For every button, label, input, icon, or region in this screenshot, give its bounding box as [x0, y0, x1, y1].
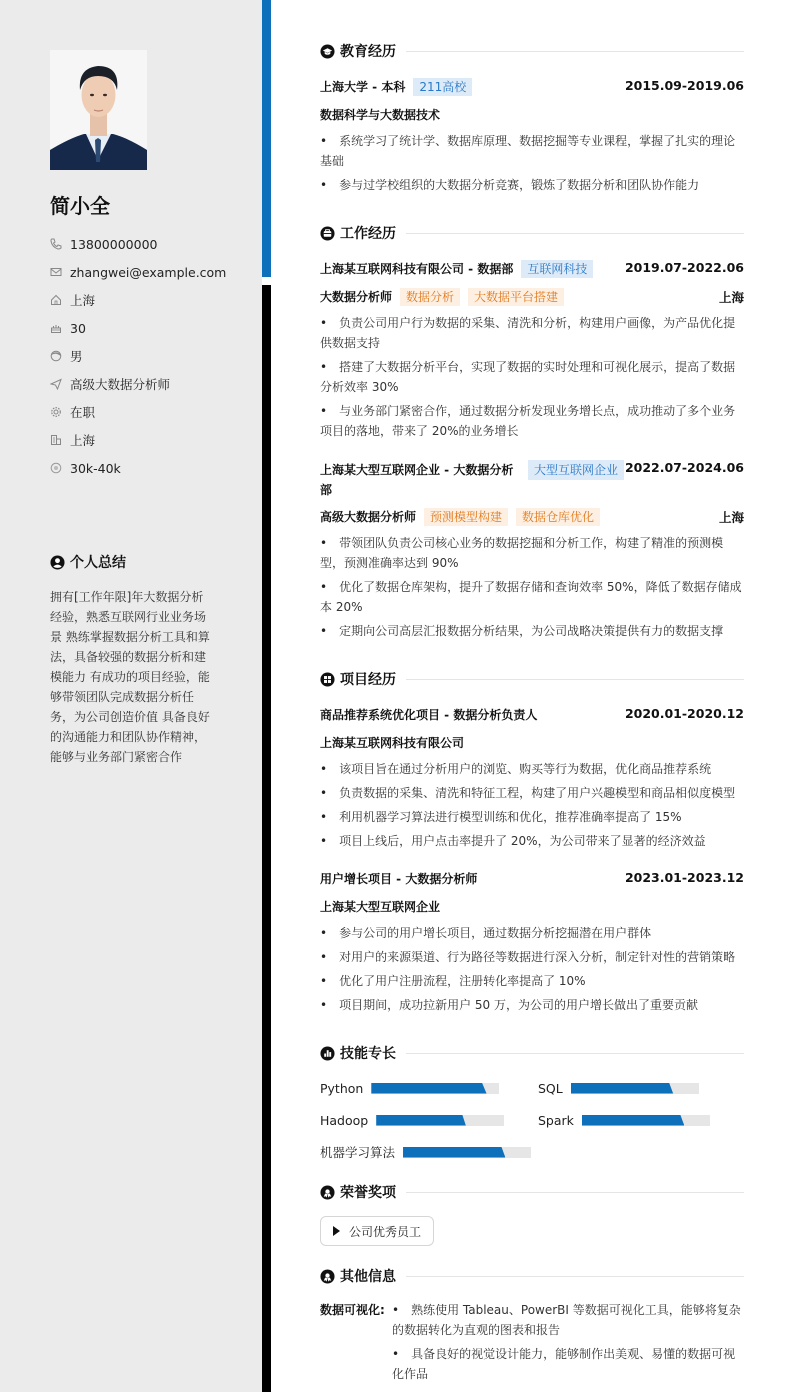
accent-bar [262, 0, 271, 277]
mail-icon [50, 266, 62, 278]
section-projects [320, 669, 744, 689]
list-item: • 项目期间，成功拉新用户 50 万，为公司的用户增长做出了重要贡献 [320, 995, 744, 1015]
education-bullets [320, 131, 744, 199]
age-text: 30 [70, 320, 86, 336]
list-item: • 对用户的来源渠道、行为路径等数据进行深入分析，制定针对性的营销策略 [320, 947, 744, 967]
section-title: 荣誉奖项 [340, 1185, 396, 1201]
user-circle-icon [50, 555, 65, 570]
section-divider [406, 233, 744, 234]
email-text: zhangwei@example.com [70, 264, 227, 280]
skill-name: SQL [538, 1080, 563, 1096]
award-label: 公司优秀员工 [349, 1224, 422, 1239]
skill-bar-fill [571, 1083, 673, 1094]
school-name: 上海大学 - 本科 [320, 80, 406, 94]
role: 大数据分析师 [320, 290, 393, 304]
profile-name: 简小全 [50, 194, 110, 218]
info-status [50, 398, 226, 426]
age-icon [50, 322, 62, 334]
skill-tag: 预测模型构建 [424, 508, 508, 526]
info-email [50, 258, 226, 286]
gear-icon [50, 406, 62, 418]
home-icon [50, 294, 62, 306]
skill-hadoop [320, 1110, 504, 1130]
project-name: 用户增长项目 - 大数据分析师 [320, 872, 478, 886]
section-divider [406, 1192, 744, 1193]
list-item: • 利用机器学习算法进行模型训练和优化，推荐准确率提高了 15% [320, 807, 744, 827]
project-header [320, 706, 744, 723]
major: 数据科学与大数据技术 [320, 108, 441, 122]
work-header [320, 260, 744, 278]
skill-bar [403, 1147, 531, 1158]
list-item: • 熟练使用 Tableau、PowerBI 等数据可视化工具，能够将复杂的数据转化为直观的图表和报告 [392, 1300, 744, 1340]
grid-icon [320, 672, 335, 687]
project-bullets [320, 923, 744, 1019]
skill-tag: 数据分析 [400, 288, 460, 306]
contact-info-list [50, 230, 226, 482]
work-location: 上海 [718, 510, 744, 525]
list-item: • 系统学习了统计学、数据库原理、数据挖掘等专业课程，掌握了扎实的理论基础 [320, 131, 744, 171]
industry-tag: 大型互联网企业 [528, 460, 624, 480]
section-education [320, 41, 744, 61]
divider-bar [262, 285, 271, 1392]
skill-name: 机器学习算法 [320, 1145, 396, 1160]
award-item[interactable] [320, 1216, 434, 1246]
section-divider [406, 1276, 744, 1277]
company-name: 上海某互联网科技有限公司 - 数据部 [320, 262, 514, 276]
work-date: 2022.07-2024.06 [624, 460, 744, 475]
avatar [50, 50, 147, 170]
skill-bar-fill [582, 1115, 684, 1126]
money-icon [50, 462, 62, 474]
project-company-row [320, 898, 744, 915]
section-title: 其他信息 [340, 1269, 396, 1285]
project-company: 上海某大型互联网企业 [320, 900, 441, 914]
send-icon [50, 378, 62, 390]
other-info-bullets [392, 1300, 744, 1388]
skill-bar [376, 1115, 504, 1126]
section-other [320, 1266, 744, 1286]
info-gender [50, 342, 226, 370]
skill-tag: 大数据平台搭建 [468, 288, 564, 306]
skill-bar-fill [376, 1115, 466, 1126]
section-skills [320, 1043, 744, 1063]
list-item: • 优化了数据仓库架构，提升了数据存储和查询效率 50%，降低了数据存储成本 20% [320, 577, 744, 617]
skill-sql [538, 1078, 699, 1098]
section-awards [320, 1182, 744, 1202]
list-item: • 项目上线后，用户点击率提升了 20%，为公司带来了显著的经济效益 [320, 831, 744, 851]
phone-icon [50, 238, 62, 250]
work-date: 2019.07-2022.06 [624, 260, 744, 275]
info-city [50, 286, 226, 314]
section-divider [406, 1053, 744, 1054]
project-bullets [320, 759, 744, 855]
city-text: 上海 [70, 293, 96, 308]
work-header [320, 460, 744, 500]
other-info-item [320, 1300, 744, 1388]
section-divider [406, 679, 744, 680]
position-text: 高级大数据分析师 [70, 377, 171, 392]
list-item: • 负责数据的采集、清洗和特征工程，构建了用户兴趣模型和商品相似度模型 [320, 783, 744, 803]
summary-title: 个人总结 [70, 555, 126, 571]
list-item: • 带领团队负责公司核心业务的数据挖掘和分析工作，构建了精准的预测模型，预测准确率达到 90% [320, 533, 744, 573]
list-item: • 负责公司用户行为数据的采集、清洗和分析，构建用户画像，为产品优化提供数据支持 [320, 313, 744, 353]
gender-icon [50, 350, 62, 362]
building-icon [50, 434, 62, 446]
list-item: • 优化了用户注册流程，注册转化率提高了 10% [320, 971, 744, 991]
info-age [50, 314, 226, 342]
work-location: 上海 [718, 290, 744, 305]
section-title: 技能专长 [340, 1046, 396, 1062]
list-item: • 搭建了大数据分析平台，实现了数据的实时处理和可视化展示，提高了数据分析效率 30% [320, 357, 744, 397]
education-major-row [320, 106, 744, 123]
list-item: • 参与过学校组织的大数据分析竞赛，锻炼了数据分析和团队协作能力 [320, 175, 744, 195]
education-date: 2015.09-2019.06 [624, 78, 744, 93]
education-header [320, 78, 744, 96]
skill-name: Hadoop [320, 1112, 369, 1128]
project-name: 商品推荐系统优化项目 - 数据分析负责人 [320, 708, 538, 722]
phone-text: 13800000000 [70, 236, 158, 252]
skill-name: Python [320, 1080, 364, 1096]
skill-bar [371, 1083, 499, 1094]
list-item: • 参与公司的用户增长项目，通过数据分析挖掘潜在用户群体 [320, 923, 744, 943]
award-icon [320, 1185, 335, 1200]
project-header [320, 870, 744, 887]
work-role-row [320, 508, 744, 526]
skill-python [320, 1078, 499, 1098]
info-work-city [50, 426, 226, 454]
award-icon [320, 1269, 335, 1284]
summary-text: 拥有[工作年限]年大数据分析经验，熟悉互联网行业业务场景 熟练掌握数据分析工具和算法，具备较强的数据分析和建模能力 有成功的项目经验，能够带领团队完成数据分析任务，为公司创造价值 具备良好的沟通能力和团队协作精神，能够与业务部门紧密合作 [50, 590, 210, 764]
work-role-row [320, 288, 744, 306]
info-position [50, 370, 226, 398]
skill-name: Spark [538, 1112, 574, 1128]
section-title: 教育经历 [340, 44, 396, 60]
project-date: 2020.01-2020.12 [624, 706, 744, 721]
industry-tag: 互联网科技 [521, 260, 593, 278]
skill-bar-fill [403, 1147, 505, 1158]
skill-bar-fill [371, 1083, 486, 1094]
info-salary [50, 454, 226, 482]
section-work [320, 223, 744, 243]
list-item: • 与业务部门紧密合作，通过数据分析发现业务增长点，成功推动了多个业务项目的落地，带来了 20%的业务增长 [320, 401, 744, 441]
play-icon [333, 1226, 340, 1236]
section-divider [406, 51, 744, 52]
company-name: 上海某大型互联网企业 - 大数据分析部 [320, 463, 514, 497]
work-bullets [320, 313, 744, 445]
status-text: 在职 [70, 405, 96, 420]
project-company-row [320, 734, 744, 751]
list-item: • 定期向公司高层汇报数据分析结果，为公司战略决策提供有力的数据支撑 [320, 621, 744, 641]
briefcase-icon [320, 226, 335, 241]
school-tag: 211高校 [413, 78, 472, 96]
summary-heading [50, 552, 126, 572]
gender-text: 男 [70, 349, 83, 364]
salary-text: 30k-40k [70, 460, 121, 476]
graduation-cap-icon [320, 44, 335, 59]
project-date: 2023.01-2023.12 [624, 870, 744, 885]
other-info-label: 数据可视化: [320, 1303, 385, 1317]
work-city-text: 上海 [70, 433, 96, 448]
role: 高级大数据分析师 [320, 510, 417, 524]
list-item: • 具备良好的视觉设计能力，能够制作出美观、易懂的数据可视化作品 [392, 1344, 744, 1384]
skill-spark [538, 1110, 710, 1130]
skill-ml [320, 1142, 531, 1162]
skill-tag: 数据仓库优化 [516, 508, 600, 526]
section-title: 工作经历 [340, 226, 396, 242]
work-bullets [320, 533, 744, 645]
skill-bar [582, 1115, 710, 1126]
skill-bar [571, 1083, 699, 1094]
section-title: 项目经历 [340, 672, 396, 688]
info-phone [50, 230, 226, 258]
project-company: 上海某互联网科技有限公司 [320, 736, 465, 750]
list-item: • 该项目旨在通过分析用户的浏览、购买等行为数据，优化商品推荐系统 [320, 759, 744, 779]
bar-chart-icon [320, 1046, 335, 1061]
